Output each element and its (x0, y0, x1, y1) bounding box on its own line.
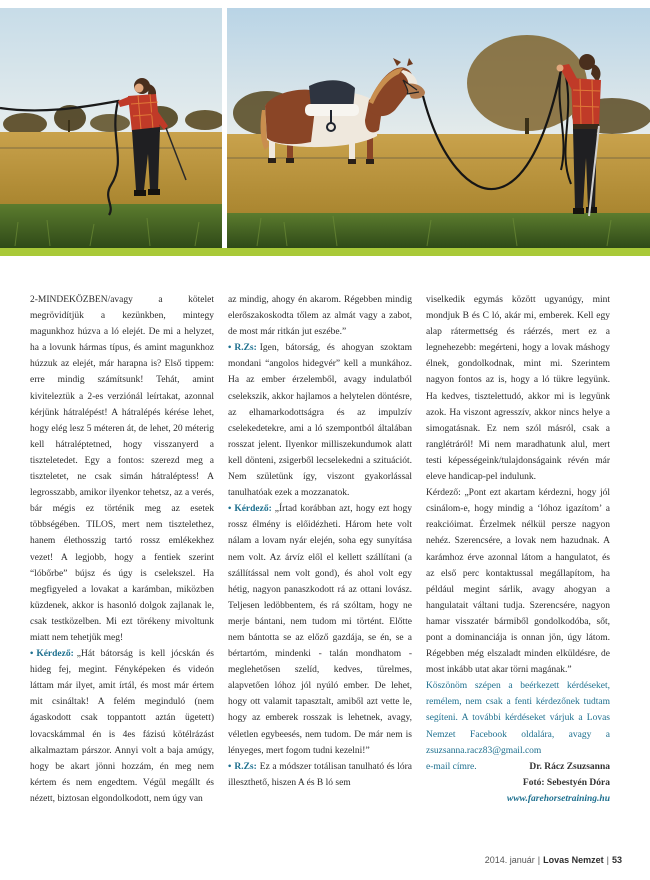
page-footer (485, 855, 622, 865)
qa-paragraph (228, 501, 412, 759)
qa-paragraph (426, 485, 610, 678)
footer-separator: | (606, 855, 609, 865)
closing-text: Köszönöm szépen a beérkezett kérdéseket, remélem, nem csak a fenti kérdezőnek tudtam segíteni. A további kérdéseket várjuk a Lovas Nemzet Facebook oldalára, avagy a zsuzsanna.racz83@gmail.com (426, 681, 610, 756)
photo-woman-lunging-illustration (0, 8, 222, 248)
photo-pony-illustration (227, 8, 650, 248)
text-column-2 (228, 292, 412, 858)
paragraph-text: az mindig, ahogy én akarom. Régebben mindig elerőszakoskodta tőlem az almát vagy a zabot, de most már ritkán jut eszébe.” (228, 295, 412, 338)
paragraph-text: Ez a módszer totálisan tanulható és lóra illeszthető, hiszen A és B ló sem (228, 761, 412, 788)
paragraph (228, 292, 412, 340)
paragraph-text: viselkedik egymás között ugyanúgy, mint mondjuk B és C ló, akár mi, emberek. Kell egy alap rátermettség és ráérzés, mert ez a legnehezebb: megérteni, hogy a lovak máshogy élnek, gondolkodnak, mint mi. Szerintem nagyon fontos az is, hogy a ló tükre legyünk. Ha kedves, tisztelettudó, akkor mi is legyünk azok. Ha viszont agresszív, akkor nincs helye a simogatásnak. Ez nem szól másról, csak a ranglétráról! Mi nem maradhatunk alul, mert testi képességeink/tulajdonságaink révén már eleve handicap-pel indulunk. (426, 295, 610, 483)
bullet-icon: • (228, 343, 232, 354)
photo-banner (0, 8, 650, 248)
paragraph-text: „Írtad korábban azt, hogy ezt hogy rossz élmény is előidézheti. Három hete volt nálam a lovam nyár elején, soha egy sunyítása nem volt. Az árvíz elől el kellett szállítani (a szállítással nem volt gond), és ahol volt egy hétig, nagyon panaszkodott rá az ottani lovász. Teljesen ledöbbentem, és rá szóltam, hogy ne merje bántani, nem tudom mi történt. Előtte nem bántotta se az előző gazdája, se én, se a bértartóm, mindenki - talán mondhatom - meglehetősen szelíd, kedves, türelmes, alapvetően lóhoz jól nyúló ember. De lehet, hogy ott valamit tapasztalt, amiből azt vette le, hogy az emberek rosszak is lehetnek, avagy, véletlen egybeesés, nem tudom. De már nem is lényeges, mert fogom tudni kezelni!” (228, 504, 412, 756)
closing-end-row (426, 759, 610, 775)
photo-pony-and-handler (227, 8, 650, 248)
footer-magazine-name: Lovas Nemzet (543, 855, 604, 865)
speaker-label: R.Zs: (234, 761, 257, 772)
author-byline: Dr. Rácz Zsuzsanna (529, 761, 610, 772)
website-link: www.farehorsetraining.hu (506, 793, 610, 804)
speaker-label: Kérdező: (426, 488, 461, 499)
footer-date: 2014. január (484, 855, 535, 865)
text-column-3 (426, 292, 610, 858)
paragraph-text: Igen, bátorság, és ahogyan szoktam mondani “angolos hidegvér” kell a munkához. Ha az ember érzelemből, avagy indulatból cselekszik, akkor hajlamos a helytelen döntésre, az elhamarkodottságra és az impulzív cselekedetekre, ami a ló szempontból általában rosszat jelent. Ilyenkor milliszekundumok alatt kell dönteni, zsigerből lecselekedni a szituációt. Nem születünk így, viszont gyakorlással tanulhatóak ezek a mozzanatok. (228, 343, 412, 499)
article-body (30, 292, 620, 858)
text-column-1 (30, 292, 214, 858)
paragraph-text: 2-MINDEKÖZBEN/avagy a kötelet megrövidítjük a kezünkben, mintegy magunkhoz húzva a ló elejét. De mi a helyzet, ha a lovunk hármas típus, és amint magunkhoz húzzuk az elejét, már harapna is? Első tippem: erre mindig számítsunk! Tehát, amint kiviteleztük a 2-es verziónál leírtakat, azonnal kérjünk hátralépést! A hátralépés kérése lehet, hogy elég lesz 5 méteren át, de lehet, 20 méterig kell hátraléptetned, hogy visszanyerd a tiszteletedet. Egy a fontos: szerezd meg a tiszteletet, ne csak simán hátraléptess! A legrosszabb, amikor ilyenkor tehetsz, az a verés, bár mégis ez történik meg az esetek többségében. TILOS, mert nem tisztelethez, hanem élethosszig tartó rossz emlékekhez vezet! A legjobb, hogy a fentiek szerint “lóbőrbe” bújsz és úgy is cselekszel. Ha megfigyeled a lovakat a karámban, miközben küzdenek, akkor is hasonló dolgok zajlanak le, csak testközelben. Mi ezt törékeny mivoltunk miatt nem tehetjük meg! (30, 295, 214, 643)
closing-last-line: e-mail címre. (426, 761, 477, 772)
speaker-label: Kérdező: (36, 649, 74, 660)
accent-divider-bar (0, 248, 650, 256)
bullet-icon: • (228, 504, 232, 515)
speaker-label: R.Zs: (234, 343, 257, 354)
bullet-icon: • (228, 761, 232, 772)
qa-paragraph (30, 646, 214, 807)
photo-woman-lunging (0, 8, 222, 248)
footer-page-number: 53 (611, 855, 622, 865)
footer-separator: | (537, 855, 541, 865)
closing-note (426, 678, 610, 758)
paragraph-text: „Pont ezt akartam kérdezni, hogy jól csinálom-e, hogy mindig a ‘lóhoz igazítom’ a reakcióimat. Érzelmek nélkül persze nagyon nehéz. Szerencsére, a lovak nem hazudnak. A karámhoz érve azonnal látom a hangulatot, és az első perc kontaktussal megállapítom, ha például megint sárlik, avagy ahogyan a hangulatait váltani tudja. Szerencsére, nagyon hamar visszatér bármiből gondolkodóba, sőt, pont a dominanciája is onnan jön, úgy látom. Régebben még elszaladt minden elküldésre, de most inkább utat akar törni magának.” (426, 488, 610, 676)
belt (573, 124, 599, 129)
qa-paragraph (228, 759, 412, 791)
photo-credit: Fotó: Sebestyén Dóra (522, 777, 610, 788)
qa-paragraph (228, 340, 412, 501)
bullet-icon: • (30, 649, 34, 660)
paragraph (30, 292, 214, 646)
paragraph (426, 292, 610, 485)
speaker-label: Kérdező: (234, 504, 272, 515)
paragraph-text: „Hát bátorság is kell jócskán és hideg fej, megint. Fényképeken és videón láttam már ilyet, amit írtál, és most már értem mit csináltak! A felém meginduló (nem ágaskodott csak toppantott aztán ügetett) lovacskámmal én is 4es fázisú kötélrázást alkalmaztam párszor. Annyi volt a baja amúgy, hogy be akart jönni hozzám, én meg nem kértem és nem engedtem. Végül megállt és nézett, biztosan elgondolkodott, nem úgy van (30, 649, 214, 804)
